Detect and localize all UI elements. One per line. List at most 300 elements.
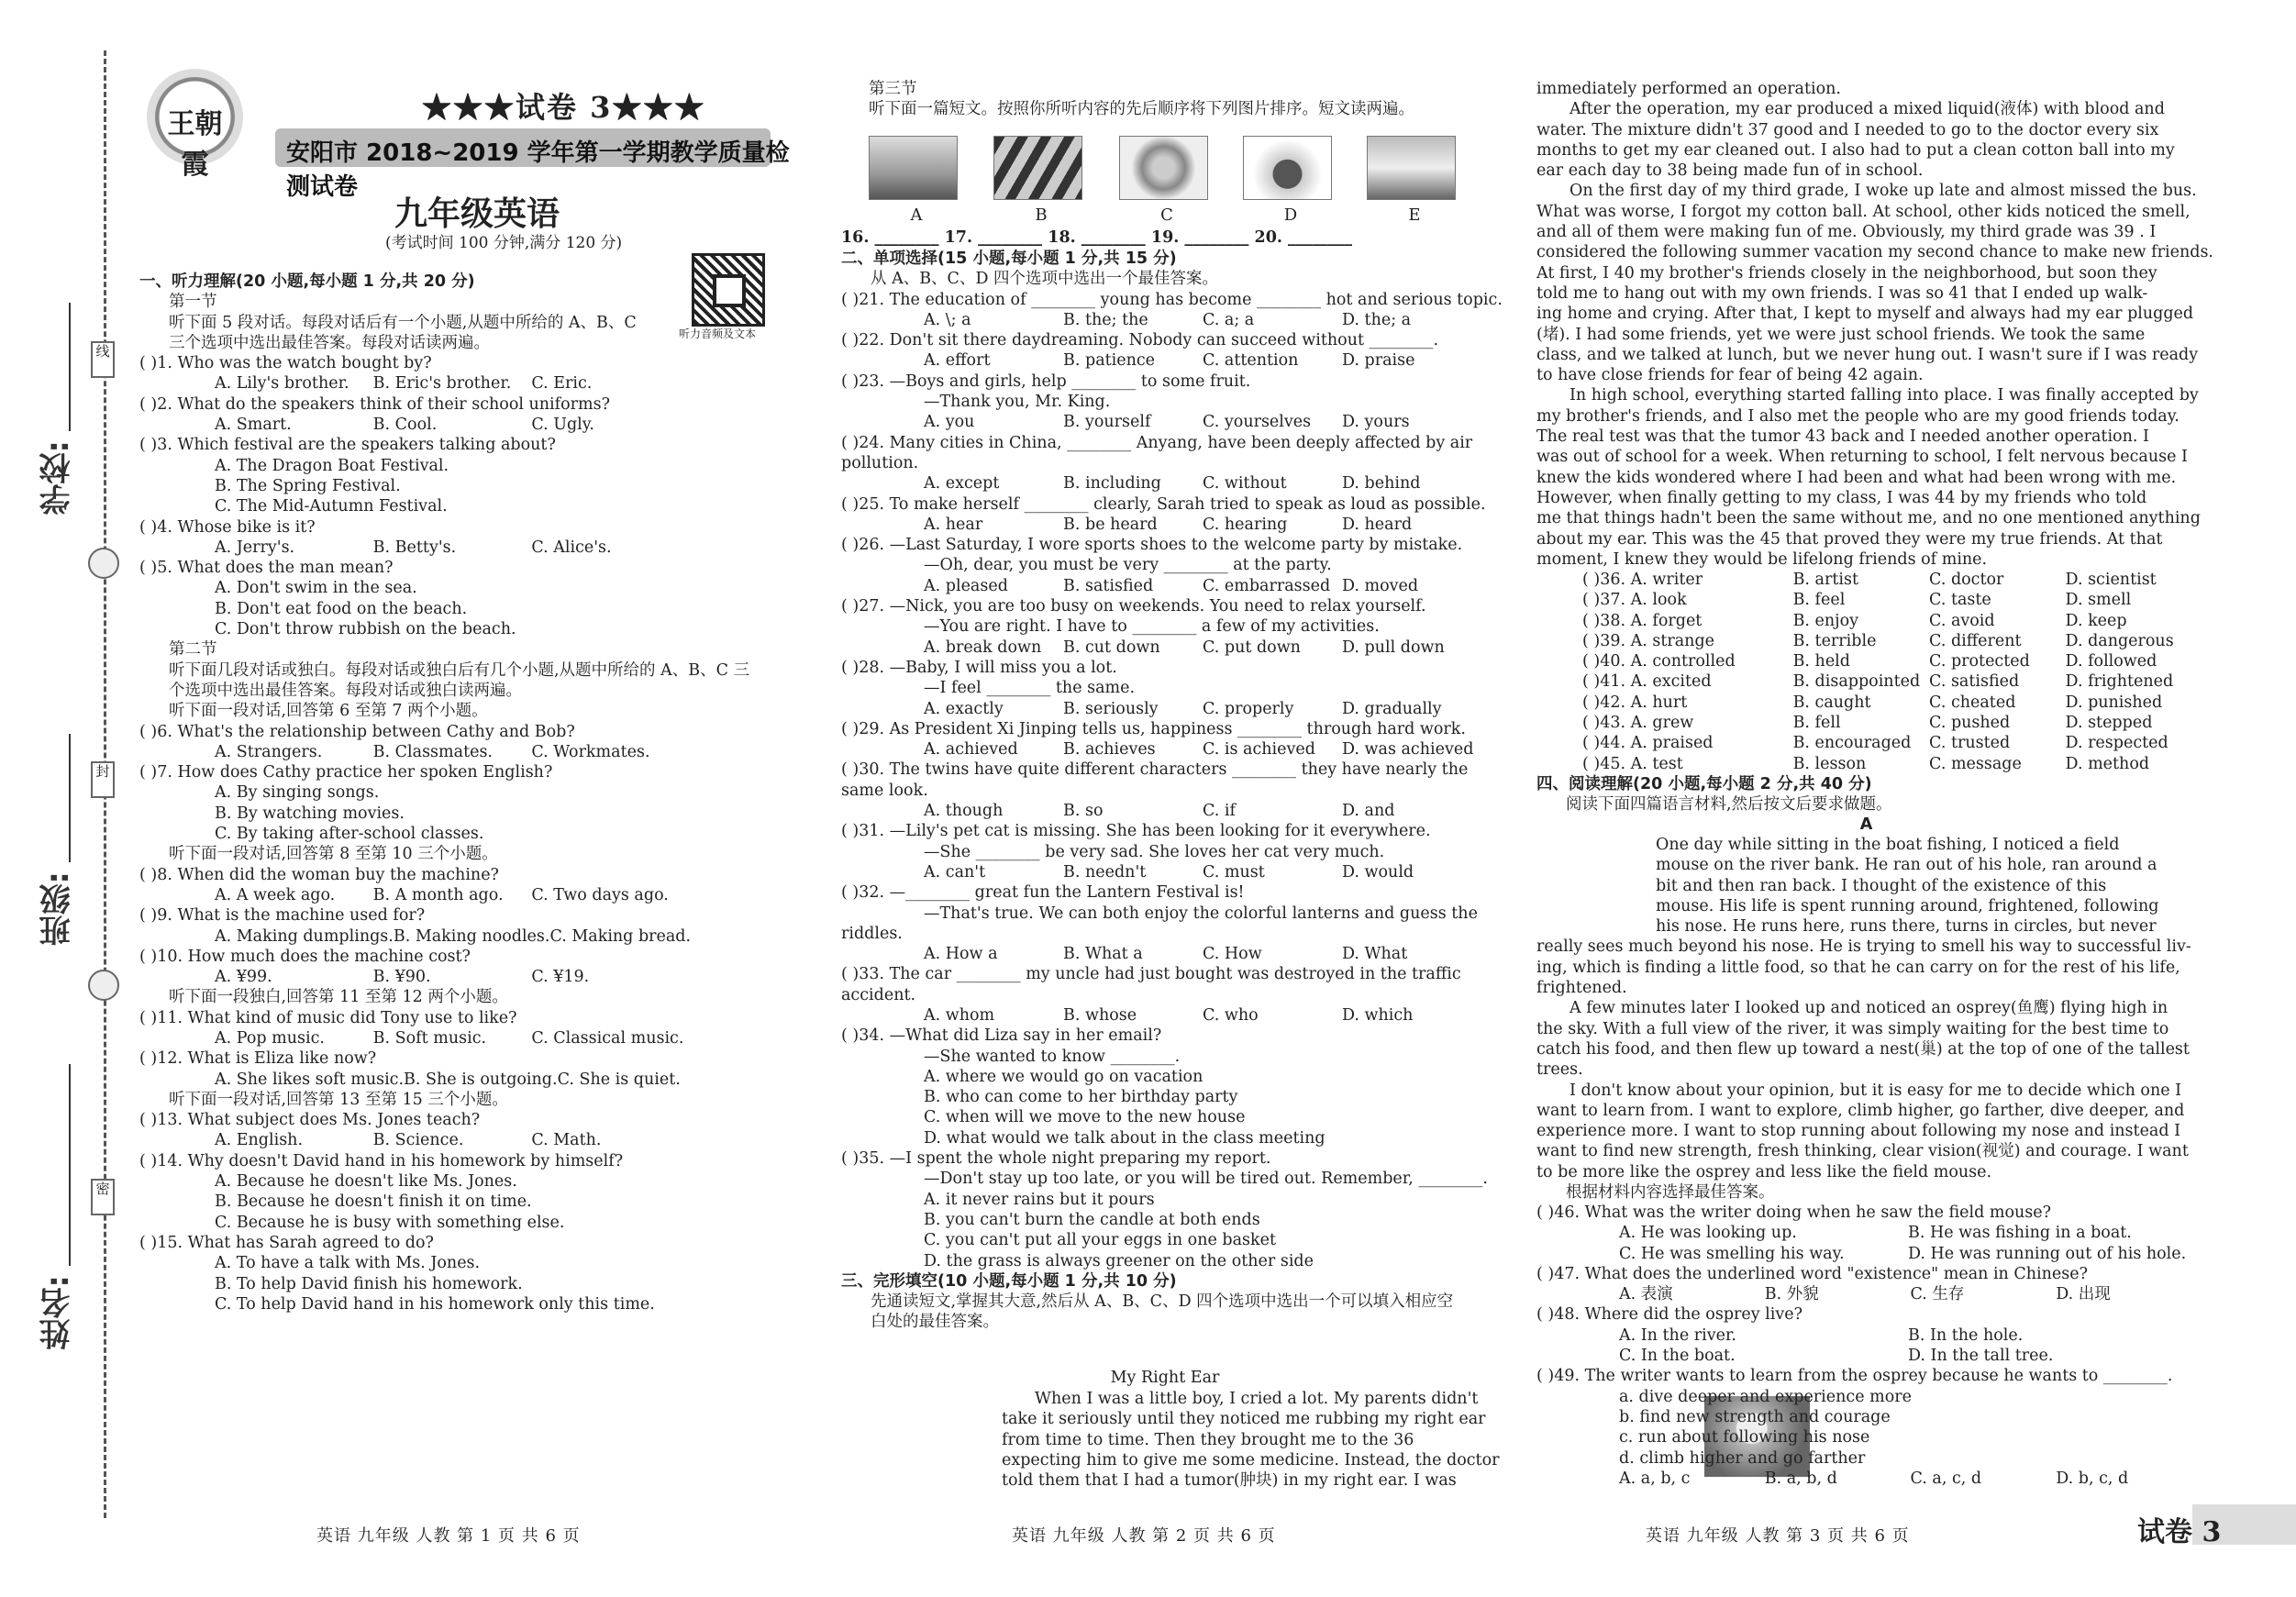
text-line: However, when finally getting to my class, I was 44 by my friends who told (1536, 488, 2147, 507)
option-item: B. satisfied (1063, 576, 1154, 595)
option-row (841, 862, 1511, 882)
text-line: expecting him to give me some medicine. Instead, the doctor (1002, 1450, 1500, 1469)
option-item: B. feel (1792, 591, 1846, 610)
option-item: D. followed (2065, 652, 2157, 671)
option-row (1536, 1346, 2202, 1366)
option-item: D. punished (2065, 693, 2163, 712)
option-row (841, 699, 1511, 719)
text-line: catch his food, and then flew up toward a nest(巢) at the top of one of the tallest (1536, 1039, 2190, 1059)
dialogue-line: —Oh, dear, you must be very ________ at the party. (924, 556, 1332, 575)
passage-a (1536, 835, 2202, 1203)
seal-char-2: 封 (91, 761, 115, 798)
picture-b (993, 136, 1082, 200)
option-item: A. a, b, c (1619, 1469, 1691, 1488)
option-row (841, 638, 1511, 658)
option-item: C. a, c, d (1910, 1469, 1982, 1488)
option-item: D. what would we talk about in the class meeting (924, 1128, 1325, 1148)
option-item: B. seriously (1063, 699, 1159, 718)
option-item: D. would (1342, 862, 1414, 882)
option-item: B. What a (1063, 945, 1143, 964)
picture-label-b: B (1035, 205, 1048, 225)
option-item: D. gradually (1342, 699, 1442, 718)
logo-text: 王朝霞 (167, 108, 223, 181)
option-row (139, 1070, 690, 1090)
option-item: A. Jerry's. (215, 538, 295, 557)
option-item: A. \; a (924, 310, 971, 329)
option-item: ( )38. A. forget (1582, 611, 1703, 630)
text-line: about my ear. This was the 45 that proved they were my true friends. At that (1536, 529, 2163, 549)
option-item: D. keep (2065, 611, 2127, 630)
text-line: ear each day to 38 being made fun of in school. (1536, 161, 1924, 181)
option-row (139, 926, 690, 947)
option-item: C. without (1203, 474, 1287, 494)
option-row (139, 1130, 690, 1150)
option-item: ( )37. A. look (1582, 591, 1687, 610)
option-item: D. moved (1342, 576, 1419, 595)
paper-badge: 试卷 3 (2137, 1516, 2222, 1548)
option-item: A. exactly (924, 699, 1004, 718)
option-item: C. trusted (1929, 734, 2011, 753)
option-item: B. be heard (1063, 515, 1158, 534)
question-stem: ( )32. —________ great fun the Lantern Festival is! (841, 883, 1245, 903)
answer-blanks-16-20: 16. ________ 17. ________ 18. ________ 19. ________ 20. ________ (841, 228, 1353, 247)
text-line: The real test was that the tumor 43 back and I needed another operation. I (1536, 427, 2149, 447)
option-item: C. She is quiet. (557, 1070, 681, 1089)
dialogue-line: —You are right. I have to ________ a few of my activities. (924, 617, 1380, 637)
option-item: B. She is outgoing. (404, 1070, 558, 1089)
text-line: 听下面几段对话或独白。每段对话或独白后有几个小题,从题中所给的 A、B、C 三 (169, 660, 750, 680)
question-stem: ( )2. What do the speakers think of their school uniforms? (139, 394, 610, 414)
option-item: B. encouraged (1792, 734, 1912, 753)
text-line: his nose. He runs here, runs there, turns in circles, but never (1656, 917, 2157, 937)
text-line: 听下面一段对话,回答第 13 至第 15 三个小题。 (169, 1090, 508, 1109)
school-line (69, 303, 71, 431)
option-item: B. terrible (1792, 631, 1877, 650)
text-line: mouse on the river bank. He ran out of his hole, ran around a (1656, 856, 2157, 875)
option-item: C. pushed (1929, 714, 2011, 733)
question-stem: ( )46. What was the writer doing when he saw the field mouse? (1536, 1203, 2052, 1222)
text-line: same look. (841, 781, 928, 800)
text-line: water. The mixture didn't 37 good and I needed to go to the doctor every six (1536, 120, 2159, 139)
picture-a-eiffel-tower (869, 136, 958, 200)
option-item: D. smell (2065, 591, 2132, 610)
option-item: C. cheated (1929, 693, 2016, 712)
option-item: C. ¥19. (531, 968, 590, 987)
class-label: 班级: (39, 871, 76, 947)
option-item: A. Smart. (215, 416, 292, 435)
text-line: 从 A、B、C、D 四个选项中选出一个最佳答案。 (871, 270, 1219, 289)
option-item: C. doctor (1929, 571, 2004, 589)
cloze-title: My Right Ear (1110, 1369, 1220, 1387)
option-item: D. stepped (2065, 714, 2153, 733)
option-item: A. Don't swim in the sea. (215, 579, 417, 598)
option-row (841, 1005, 1511, 1026)
question-stem: ( )28. —Baby, I will miss you a lot. (841, 658, 1117, 677)
picture-d (1243, 136, 1332, 200)
reading-questions (1536, 1203, 2202, 1489)
question-stem: ( )23. —Boys and girls, help ________ to some fruit. (841, 372, 1251, 391)
text-line: considered the following summer vacation my second chance to make new friends. (1536, 243, 2213, 262)
question-stem: ( )26. —Last Saturday, I wore sports shoes to the welcome party by mistake. (841, 536, 1463, 555)
option-row (1536, 754, 2202, 774)
text-line: 白处的最佳答案。 (871, 1313, 999, 1332)
option-item: B. so (1063, 802, 1104, 821)
qr-code-center (713, 274, 746, 307)
option-row (841, 515, 1511, 535)
text-line: 阅读下面四篇语言材料,然后按文后要求做题。 (1566, 795, 1892, 815)
text-line: riddles. (841, 924, 903, 943)
text-line: At first, I 40 my brother's friends closely in the neighborhood, but soon they (1536, 263, 2157, 283)
option-item: C. yourselves (1203, 413, 1312, 432)
question-stem: ( )10. How much does the machine cost? (139, 947, 471, 966)
cloze-passage-continued (1536, 79, 2213, 570)
question-stem: ( )24. Many cities in China, ________ Anyang, have been deeply affected by air (841, 433, 1473, 452)
option-item: A. Lily's brother. (215, 374, 349, 394)
question-stem: ( )33. The car ________ my uncle had just bought was destroyed in the traffic (841, 965, 1461, 984)
option-item: D. He was running out of his hole. (1908, 1244, 2187, 1263)
option-item: c. run about following his nose (1619, 1428, 1870, 1447)
option-item: B. Classmates. (372, 742, 493, 761)
question-stem: ( )14. Why doesn't David hand in his homework by himself? (139, 1151, 624, 1170)
option-item: B. lesson (1792, 754, 1867, 773)
picture-label-e: E (1408, 205, 1421, 225)
text-line: In high school, everything started falling into place. I was finally accepted by (1569, 386, 2199, 405)
text-line: 第三节 (869, 80, 917, 98)
option-item: D. heard (1342, 515, 1413, 534)
exam-title: 安阳市 2018~2019 学年第一学期教学质量检测试卷 (286, 139, 790, 201)
option-item: A. hear (924, 515, 983, 534)
option-item: C. protected (1929, 652, 2030, 671)
binding-hole-icon (88, 970, 119, 1001)
option-item: B. including (1063, 474, 1161, 494)
option-row (841, 739, 1511, 760)
option-item: B. cut down (1063, 638, 1160, 657)
option-item: A. effort (924, 351, 991, 371)
option-item: A. English. (215, 1131, 304, 1150)
option-item: D. and (1342, 802, 1395, 821)
text-line: When I was a little boy, I cried a lot. My parents didn't (1035, 1390, 1479, 1408)
option-row (841, 473, 1511, 494)
cloze-passage (1002, 1389, 1506, 1491)
text-line: bit and then ran back. I thought of the existence of this (1656, 876, 2107, 895)
option-item: B. fell (1792, 714, 1841, 733)
picture-label-c: C (1160, 205, 1173, 225)
option-item: ( )42. A. hurt (1582, 693, 1688, 712)
option-row (841, 944, 1511, 964)
option-item: D. yours (1342, 413, 1410, 432)
option-item: C. Making bread. (549, 926, 692, 946)
option-item: D. which (1342, 1005, 1414, 1025)
option-item: B. By watching movies. (215, 804, 405, 823)
option-item: A. The Dragon Boat Festival. (215, 456, 449, 475)
option-item: C. He was smelling his way. (1619, 1244, 1845, 1263)
option-item: B. A month ago. (372, 885, 504, 904)
question-stem: ( )15. What has Sarah agreed to do? (139, 1233, 434, 1252)
text-line: 听下面一段独白,回答第 11 至第 12 两个小题。 (169, 988, 508, 1007)
option-item: B. who can come to her birthday party (924, 1088, 1238, 1107)
text-line: was out of school for a week. When returning to school, I felt nervous because I (1536, 448, 2188, 467)
page-2 (830, 0, 1518, 1597)
option-row (1536, 1284, 2202, 1304)
option-item: A. How a (924, 945, 998, 964)
text-line: ing home and crying. After that, I kept to myself and always had my ear plugged (1536, 305, 2194, 324)
option-item: A. except (924, 474, 1000, 494)
option-item: C. message (1929, 754, 2022, 773)
option-item: B. 外貌 (1764, 1285, 1819, 1304)
question-stem: ( )31. —Lily's pet cat is missing. She has been looking for it everywhere. (841, 822, 1431, 841)
option-item: D. 出现 (2056, 1285, 2111, 1304)
question-stem: ( )48. Where did the osprey live? (1536, 1305, 1803, 1325)
option-item: B. Cool. (372, 416, 438, 435)
option-item: D. the grass is always greener on the other side (924, 1251, 1314, 1270)
option-item: B. a, b, d (1764, 1469, 1837, 1488)
text-line: 根据材料内容选择最佳答案。 (1566, 1183, 1775, 1203)
option-item: A. ¥99. (215, 968, 272, 987)
text-line: A few minutes later I looked up and noticed an osprey(鱼鹰) flying high in (1569, 999, 2168, 1018)
option-item: B. Soft music. (372, 1028, 487, 1048)
picture-label-d: D (1283, 205, 1298, 225)
option-item: C. Ugly. (531, 416, 594, 435)
binding-margin (0, 0, 138, 1597)
option-item: C. put down (1203, 638, 1301, 657)
option-row (841, 412, 1511, 432)
option-row (1536, 693, 2202, 713)
option-item: A. Pop music. (215, 1028, 325, 1048)
option-item: C. Don't throw rubbish on the beach. (215, 620, 516, 639)
option-item: B. Science. (372, 1131, 464, 1150)
option-item: C. if (1203, 802, 1236, 821)
question-stem: ( )11. What kind of music did Tony use to like? (139, 1008, 517, 1027)
question-stem: ( )12. What is Eliza like now? (139, 1049, 377, 1069)
option-item: C. is achieved (1203, 740, 1315, 760)
question-stem: ( )27. —Nick, you are too busy on weekends. You need to relax yourself. (841, 597, 1426, 616)
text-line: told them that I had a tumor(肿块) in my right ear. I was (1002, 1471, 1457, 1491)
text-line: 个选项中选出最佳答案。每段对话或独白读两遍。 (169, 681, 522, 700)
question-stem: ( )3. Which festival are the speakers talking about? (139, 436, 556, 455)
question-stem: ( )8. When did the woman buy the machine? (139, 865, 499, 884)
question-stem: ( )47. What does the underlined word "existence" mean in Chinese? (1536, 1264, 2088, 1283)
option-item: A. To have a talk with Ms. Jones. (215, 1254, 481, 1273)
exam-info: (考试时间 100 分钟,满分 120 分) (385, 234, 623, 252)
seal-char-1: 线 (91, 341, 115, 378)
option-item: C. In the boat. (1619, 1347, 1736, 1366)
option-item: B. Betty's. (372, 538, 457, 557)
option-item: A. break down (924, 638, 1042, 657)
option-item: ( )45. A. test (1582, 754, 1683, 773)
text-line: want to find new strength, fresh thinking, clear vision(视觉) and courage. I want (1536, 1142, 2189, 1161)
option-item: A. A week ago. (215, 885, 336, 904)
question-stem: ( )49. The writer wants to learn from the osprey because he wants to ________. (1536, 1367, 2173, 1386)
option-item: D. pull down (1342, 638, 1445, 657)
text-line: On the first day of my third grade, I woke up late and almost missed the bus. (1569, 182, 2197, 201)
option-row (1536, 1223, 2202, 1243)
qr-caption: 听力音频及文本 (679, 327, 757, 340)
text-line: pollution. (841, 453, 919, 472)
question-stem: ( )5. What does the man mean? (139, 559, 394, 578)
dialogue-line: —She ________ be very sad. She loves her cat very much. (924, 842, 1385, 861)
question-stem: ( )4. Whose bike is it? (139, 517, 316, 537)
option-item: A. Making dumplings. (215, 926, 394, 946)
cloze-options (1536, 570, 2202, 774)
text-line: frightened. (1536, 979, 1627, 998)
page-footer: 英语 九年级 人教 第 2 页 共 6 页 (1012, 1526, 1276, 1546)
option-item: C. avoid (1929, 611, 1995, 630)
text-line: trees. (1536, 1060, 1583, 1080)
option-item: A. it never rains but it pours (924, 1190, 1155, 1209)
option-item: D. What (1342, 945, 1408, 964)
question-stem: ( )25. To make herself ________ clearly, Sarah tried to speak as loud as possible. (841, 494, 1486, 514)
option-row (1536, 590, 2202, 610)
question-stem: ( )29. As President Xi Jinping tells us, happiness ________ through hard work. (841, 719, 1466, 738)
option-row (1536, 713, 2202, 733)
question-stem: ( )1. Who was the watch bought by? (139, 354, 432, 373)
option-item: C. properly (1203, 699, 1294, 718)
text-line: to have close friends for fear of being 42 again. (1536, 366, 1924, 385)
text-line: my brother's friends, and I also met the people who are my good friends today. (1536, 406, 2180, 426)
option-item: ( )44. A. praised (1582, 734, 1714, 753)
option-item: A. you (924, 413, 975, 432)
option-row (139, 1028, 690, 1048)
question-stem: ( )13. What subject does Ms. Jones teach? (139, 1111, 481, 1130)
option-item: C. Two days ago. (531, 885, 669, 904)
option-item: B. The Spring Festival. (215, 476, 401, 495)
option-row (1536, 671, 2202, 692)
text-line: 听下面一段对话,回答第 8 至第 10 三个小题。 (169, 845, 498, 864)
option-row (139, 967, 690, 987)
option-item: D. behind (1342, 474, 1421, 494)
option-item: D. the; a (1342, 310, 1412, 329)
multiple-choice-section (841, 249, 1511, 1333)
option-row (841, 801, 1511, 821)
option-item: C. different (1929, 631, 2022, 650)
option-item: B. enjoy (1792, 611, 1859, 630)
option-item: C. must (1203, 862, 1265, 882)
text-line: from time to time. Then they brought me to the 36 (1002, 1430, 1414, 1449)
text-line: 三个选项中选出最佳答案。每段对话读两遍。 (169, 333, 490, 352)
option-item: a. dive deeper and experience more (1619, 1387, 1912, 1406)
option-row (1536, 1244, 2202, 1264)
option-item: B. Because he doesn't finish it on time. (215, 1192, 532, 1212)
text-line: 第二节 (169, 640, 217, 660)
binding-hole-icon (88, 548, 119, 579)
question-stem: ( )22. Don't sit there daydreaming. Nobody can succeed without ________. (841, 331, 1439, 350)
part3-instructions (869, 79, 1511, 120)
option-item: D. praise (1342, 351, 1415, 371)
text-line: to be more like the osprey and less like the field mouse. (1536, 1162, 1992, 1181)
option-item: A. By singing songs. (215, 783, 380, 803)
page-1 (0, 0, 807, 1597)
option-item: C. How (1203, 945, 1262, 964)
option-row (139, 742, 690, 762)
text-line: What was worse, I forgot my cotton ball. At school, other kids noticed the smell, (1536, 202, 2191, 221)
text-line: class, and we talked at lunch, but we never hung out. I wasn't sure if I was ready (1536, 345, 2199, 364)
text-line: immediately performed an operation. (1536, 80, 1841, 98)
option-item: C. embarrassed (1203, 576, 1331, 595)
text-line: After the operation, my ear produced a mixed liquid(液体) with blood and (1569, 100, 2165, 119)
question-stem: ( )7. How does Cathy practice her spoken English? (139, 763, 553, 782)
dialogue-line: —She wanted to know ________. (924, 1047, 1181, 1066)
option-item: B. achieves (1063, 740, 1156, 760)
option-item: D. dangerous (2065, 631, 2174, 650)
text-line: 先通读短文,掌握其大意,然后从 A、B、C、D 四个选项中选出一个可以填入相应空 (871, 1292, 1454, 1312)
option-item: B. disappointed (1792, 672, 1921, 692)
picture-label-a: A (910, 205, 923, 225)
option-item: B. To help David finish his homework. (215, 1274, 523, 1293)
option-item: D. b, c, d (2056, 1469, 2129, 1488)
option-item: C. you can't put all your eggs in one basket (924, 1231, 1277, 1250)
option-item: C. hearing (1203, 515, 1288, 534)
option-row (1536, 570, 2202, 590)
option-item: d. climb higher and go farther (1619, 1448, 1866, 1468)
question-stem: ( )34. —What did Liza say in her email? (841, 1026, 1162, 1046)
option-item: A. achieved (924, 740, 1018, 760)
option-item: C. a; a (1203, 310, 1255, 329)
question-stem: (堵). I had some friends, yet we were just school friends. We took the same (1536, 325, 2146, 344)
option-item: B. patience (1063, 351, 1156, 371)
option-item: B. Don't eat food on the beach. (215, 599, 468, 618)
option-item: C. Because he is busy with something else. (215, 1213, 565, 1232)
picture-c (1119, 136, 1208, 200)
text-line: take it seriously until they noticed me rubbing my right ear (1002, 1410, 1486, 1429)
text-line: accident. (841, 985, 916, 1004)
option-item: B. Eric's brother. (372, 374, 512, 394)
subject-title: 九年级英语 (394, 195, 560, 233)
text-line: experience more. I want to stop running about following my nose and instead I (1536, 1122, 2181, 1141)
option-item: A. can't (924, 862, 986, 882)
option-row (139, 885, 690, 905)
option-row (1536, 1469, 2202, 1489)
section-heading: 四、阅读理解(20 小题,每小题 2 分,共 40 分) (1536, 775, 1872, 793)
option-item: B. caught (1792, 693, 1871, 712)
option-item: ( )41. A. excited (1582, 672, 1712, 692)
text-line: months to get my ear cleaned out. I also had to put a clean cotton ball into my (1536, 140, 2175, 160)
option-row (1536, 1325, 2202, 1346)
option-item: C. The Mid-Autumn Festival. (215, 497, 448, 516)
option-row (841, 576, 1511, 596)
option-item: D. method (2065, 754, 2150, 773)
text-line: One day while sitting in the boat fishing, I noticed a field (1656, 836, 2120, 854)
section-heading: 三、完形填空(10 小题,每小题 1 分,共 10 分) (841, 1271, 1177, 1291)
option-item: A. He was looking up. (1619, 1224, 1797, 1243)
option-item: C. 生存 (1910, 1285, 1965, 1304)
option-item: C. Workmates. (531, 742, 650, 761)
section-heading: 二、单项选择(15 小题,每小题 1 分,共 15 分) (841, 250, 1177, 268)
page-footer: 英语 九年级 人教 第 1 页 共 6 页 (316, 1526, 581, 1546)
option-item: ( )40. A. controlled (1582, 652, 1736, 671)
option-row (1536, 733, 2202, 753)
option-row (841, 350, 1511, 371)
option-item: B. held (1792, 652, 1850, 671)
text-line: and all of them were making fun of me. Obviously, my third grade was 39 . I (1536, 223, 2157, 242)
option-row (139, 373, 690, 394)
page-3 (1534, 0, 2296, 1597)
option-item: C. who (1203, 1005, 1259, 1025)
option-item: A. Strangers. (215, 742, 323, 761)
picture-e-opera-house (1367, 136, 1456, 200)
option-item: B. ¥90. (372, 968, 431, 987)
option-item: A. In the river. (1619, 1325, 1736, 1345)
option-item: A. pleased (924, 576, 1008, 595)
option-item: C. taste (1929, 591, 1991, 610)
text-line: knew the kids wondered where I had been and what had been wrong with me. (1536, 468, 2177, 487)
option-item: D. frightened (2065, 672, 2174, 692)
question-stem: ( )35. —I spent the whole night preparing my report. (841, 1149, 1271, 1169)
option-row (1536, 631, 2202, 651)
option-item: C. By taking after-school classes. (215, 825, 484, 844)
dialogue-line: —Thank you, Mr. King. (924, 393, 1111, 412)
option-row (139, 538, 690, 558)
option-row (139, 415, 690, 435)
